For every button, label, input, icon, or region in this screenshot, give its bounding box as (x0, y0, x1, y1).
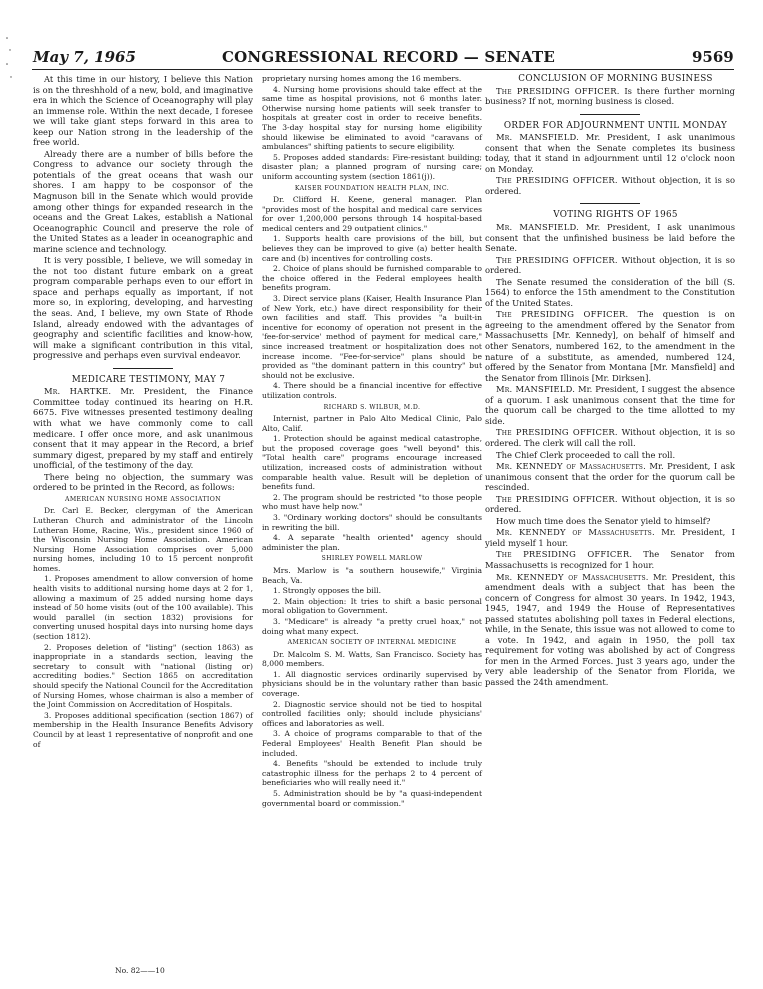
speech-text: Mr. President, I ask unanimous consent that the order for the quorum call be rescinded. (485, 461, 736, 493)
section-title-voting-rights: VOTING RIGHTS OF 1965 (553, 210, 678, 221)
speech-text: The Senator from Massachusetts is recognized for 1 hour. (485, 549, 735, 570)
footer-note: No. 82——10 (115, 966, 165, 975)
paragraph: 3. "Ordinary working doctors" should be consultants in rewriting the bill. (262, 513, 482, 532)
paragraph: Internist, partner in Palo Alto Medical Clinic, Palo Alto, Calif. (262, 414, 482, 433)
paragraph: 1. Proposes amendment to allow conversion of home health visits to additional nursing home days at 2 for 1, allowing a maximum of 25 added nursing home days instead of 50 home visits (out of the 100 available). This would parallel (in section 1832) provisions for converting unused hospital days into nursing home days (section 1812). (33, 574, 253, 642)
paragraph: 2. Choice of plans should be furnished comparable to the choice offered in the Federal employees health benefits program. (262, 264, 482, 293)
speaker-name: Mr. MANSFIELD. (496, 132, 579, 143)
paragraph: 2. The program should be restricted "to those people who must have help now." (262, 492, 482, 512)
section-divider (580, 114, 640, 115)
scan-margin-marks (4, 30, 14, 90)
speech-text: Without objection, it is so ordered. The clerk will call the roll. (485, 427, 735, 448)
paragraph (485, 132, 735, 174)
speaker-name: The PRESIDING OFFICER. (496, 254, 618, 265)
paragraph: 3. "Medicare" is already "a pretty cruel hoax," not doing what many expect. (262, 616, 482, 636)
paragraph: The Chief Clerk proceeded to call the roll. (496, 449, 676, 460)
header-page-number: 9569 (692, 48, 734, 66)
speaker-name: The PRESIDING OFFICER. (496, 549, 633, 560)
paragraph (485, 222, 735, 254)
speaker-name: Mr. MANSFIELD. (496, 384, 576, 395)
paragraph: 1. Supports health care provisions of the bill, but believes they can be improved to give (a) better health care and (b) incentives for controlling costs. (262, 234, 482, 263)
speech-text: Mr. President, I ask unanimous consent that when the Senate completes its business today, that it stand in adjournment until 12 o'clock noon on Monday. (485, 132, 735, 174)
paragraph: 1. Protection should be against medical catastrophe, but the proposed coverage goes "well beyond" this. "Total health care" programs encourage increased utilization, increased costs of administration without comparable health value. Result will be depletion of benefits fund. (262, 434, 482, 492)
paragraph: There being no objection, the summary was ordered to be printed in the Record, as follows: (33, 471, 253, 493)
paragraph: It is very possible, I believe, we will someday in the not too distant future embark on a great program comparable perhaps even to our effort in space and perhaps equally as important, if not more so, in exploring, developing, and harvesting the seas. And, I believe, my own State of Rhode Island, already endowed with the advantages of geography and scientific facilities and know-how, will make a significant contribution in this vital, progressive and perhaps even survival endeavor. (33, 255, 253, 361)
section-title-morning-business: CONCLUSION OF MORNING BUSINESS (518, 74, 713, 84)
paragraph: 4. Nursing home provisions should take effect at the same time as hospital provisions, not 6 months later. Otherwise nursing home patients will seek transfer to hospitals at greater cost in order to receive benefits. The 3-day hospital stay for nursing home eligibility should likewise be eliminated to avoid "caravans of ambulances" shifting patients to secure eligibility. (262, 84, 482, 152)
paragraph (485, 494, 735, 515)
org-heading: AMERICAN SOCIETY OF INTERNAL MEDICINE (287, 639, 457, 647)
paragraph (485, 527, 735, 548)
speaker-name: Mr. KENNEDY of Massachusetts. (496, 571, 649, 582)
column-3 (485, 74, 735, 689)
paragraph: 3. Proposes additional specification (section 1867) of membership in the Health Insurance Benefits Advisory Council by at least 1 representative of nonprofit and one of (33, 710, 253, 749)
paragraph: Mrs. Marlow is "a southern housewife," Virginia Beach, Va. (262, 565, 482, 585)
speaker-name: The PRESIDING OFFICER. (496, 175, 618, 186)
paragraph: The Senate resumed the consideration of the bill (S. 1564) to enforce the 15th amendment to the Constitution of the United States. (485, 276, 735, 308)
paragraph: 2. Main objection: It tries to shift a basic personal moral obligation to Government. (262, 596, 482, 616)
paragraph: 1. Strongly opposes the bill. (273, 586, 381, 596)
speaker-name: Mr. MANSFIELD. (496, 222, 579, 233)
paragraph: 2. Diagnostic service should not be tied to hospital controlled facilities only; should include physicians' offices and laboratories as well. (262, 699, 482, 728)
speech-text: The question is on agreeing to the amendment offered by the Senator from Massachusetts [Mr. Kennedy], on behalf of himself and other Senators, numbered 162, to the amendment in the nature of a substitute, as amended, numbered 124, offered by the Senator from Montana [Mr. Mansfield] and the Senator from Illinois [Mr. Dirksen]. (485, 309, 735, 383)
paragraph (485, 175, 735, 196)
paragraph (485, 384, 735, 426)
org-heading: KAISER FOUNDATION HEALTH PLAN, INC. (294, 184, 450, 192)
paragraph (485, 86, 735, 107)
paragraph: 4. Benefits "should be extended to include truly catastrophic illness for the perhaps 2 to 4 percent of beneficiaries who will really need it." (262, 759, 482, 788)
org-heading: AMERICAN NURSING HOME ASSOCIATION (64, 495, 222, 503)
speech-text: Without objection, it is so ordered. (485, 175, 735, 196)
section-divider (113, 368, 173, 369)
paragraph: proprietary nursing homes among the 16 members. (262, 74, 462, 83)
speech-text: Mr. President, I suggest the absence of a quorum. I ask unanimous consent that the time for the quorum call be charged to the time allotted to my side. (485, 384, 736, 426)
paragraph: 4. A separate "health oriented" agency should administer the plan. (262, 533, 482, 552)
column-2 (262, 74, 482, 809)
section-title-adjournment: ORDER FOR ADJOURNMENT UNTIL MONDAY (503, 120, 728, 131)
paragraph: How much time does the Senator yield to himself? (496, 515, 711, 526)
paragraph: 5. Administration should be by "a quasi-independent governmental board or commission." (262, 788, 482, 808)
paragraph (485, 572, 735, 688)
speech-text: Without objection, it is so ordered. (485, 493, 735, 515)
header-title: CONGRESSIONAL RECORD — SENATE (222, 48, 555, 66)
paragraph (485, 427, 735, 448)
paragraph: 3. A choice of programs comparable to that of the Federal Employees' Health Benefit Plan should be included. (262, 729, 482, 758)
paragraph: Dr. Carl E. Becker, clergyman of the American Lutheran Church and administrator of the Lincoln Lutheran Home, Racine, Wis., president since 1960 of the Wisconsin Nursing Home Association. American Nursing Home Association comprises over 5,000 nursing homes, including 10 to 15 percent nonprofit homes. (33, 506, 253, 573)
speech-text: Without objection, it is so ordered. (485, 254, 735, 276)
speech-text: Mr. President, this amendment deals with a subject that has been the concern of Congress for almost 30 years. In 1942, 1943, 1945, 1947, and 1949 the House of Representatives passed statutes abolishing poll taxes in Federal elections, while, in the Senate, this issue was not allowed to come to a vote. In 1942, and again in 1950, the poll tax requirement for voting was abolished by act of Congress for men in the Armed Forces. Just 3 years ago, under the very able leadership of the Senator from Florida, we passed the 24th amendment. (485, 571, 736, 687)
speaker-name: Mr. HARTKE. (44, 386, 112, 397)
section-title-medicare: MEDICARE TESTIMONY, MAY 7 (71, 374, 226, 385)
paragraph: 4. There should be a financial incentive for effective utilization controls. (262, 381, 482, 400)
paragraph: 1. All diagnostic services ordinarily supervised by physicians should be in the voluntary rather than basic coverage. (262, 669, 482, 699)
paragraph: Already there are a number of bills before the Congress to advance our society through the potentials of the great oceans that wash our shores. I am happy to be cosponsor of the Magnuson bill in the Senate which would provide among other things for expanded research in the oceans and the Great Lakes, establish a National Oceanographic Council and preserve the role of the United States as a leader in oceanographic and marine science and technology. (33, 148, 253, 254)
paragraph: Dr. Malcolm S. M. Watts, San Francisco. Society has 8,000 members. (262, 649, 482, 669)
header-date: May 7, 1965 (33, 48, 136, 66)
org-heading: SHIRLEY POWELL MARLOW (321, 555, 423, 563)
speaker-name: The PRESIDING OFFICER. (496, 85, 620, 96)
speaker-name: Mr. KENNEDY of Massachusetts. (496, 527, 655, 538)
paragraph: At this time in our history, I believe this Nation is on the threshhold of a new, bold, and imaginative era in which the Science of Oceanography will play an immense role. Within the next decade, I foresee we will take giant steps forward in this area to keep our Nation strong in the leadership of the free world. (33, 74, 253, 148)
paragraph: 2. Proposes deletion of "listing" (section 1863) as inappropriate in a standards section, leaving the secretary to consult with "national (listing or) accrediting bodies." Section 1865 on accreditation should specify the National Council for the Accreditation of Nursing Homes, whose chairman is also a member of the Joint Commission on Accreditation of Hospitals. (33, 642, 253, 710)
header-rule (32, 69, 734, 70)
paragraph (485, 255, 735, 276)
paragraph (485, 549, 735, 570)
speech-text: Is there further morning business? If not, morning business is closed. (485, 85, 735, 107)
paragraph (33, 386, 253, 470)
section-divider (580, 203, 640, 204)
speaker-name: The PRESIDING OFFICER. (496, 427, 618, 438)
speech-text: Mr. President, the Finance Committee today continued its hearing on H.R. 6675. Five witnesses presented testimony dealing with what we have commonly come to call medicare. I offer once more, and ask unanimous consent that it may appear in the Record, a brief summary digest, prepared by my staff and entirely unofficial, of the testimony of the day. (33, 386, 253, 471)
speech-text: Mr. President, I yield myself 1 hour. (485, 527, 735, 548)
paragraph: Dr. Clifford H. Keene, general manager. Plan "provides most of the hospital and medical care services for over 1,200,000 persons through 14 hospital-based medical centers and 29 outpatient clinics." (262, 195, 482, 233)
paragraph (485, 461, 735, 493)
speaker-name: Mr. KENNEDY of Massachusetts. (496, 461, 646, 472)
org-heading: RICHARD S. WILBUR, M.D. (323, 403, 421, 411)
paragraph: 5. Proposes added standards: Fire-resistant building; disaster plan; a planned program of nursing care; uniform accounting system (section 1861(j)). (262, 152, 482, 181)
speaker-name: The PRESIDING OFFICER. (496, 309, 629, 320)
column-1 (33, 74, 253, 750)
speech-text: Mr. President, I ask unanimous consent that the unfinished business be laid before the Senate. (485, 222, 735, 254)
speaker-name: The PRESIDING OFFICER. (496, 493, 618, 504)
paragraph: 3. Direct service plans (Kaiser, Health Insurance Plan of New York, etc.) have direct responsibility for their own facilities and staff. This provides "a built-in incentive for economy of operation not present in the 'fee-for-service' method of payment for medical care," since increased treatment or hospitalization does not increase income. "Fee-for-service" plans should be provided as "the dominant pattern in this country" but should not be exclusive. (262, 294, 482, 380)
paragraph (485, 309, 735, 383)
